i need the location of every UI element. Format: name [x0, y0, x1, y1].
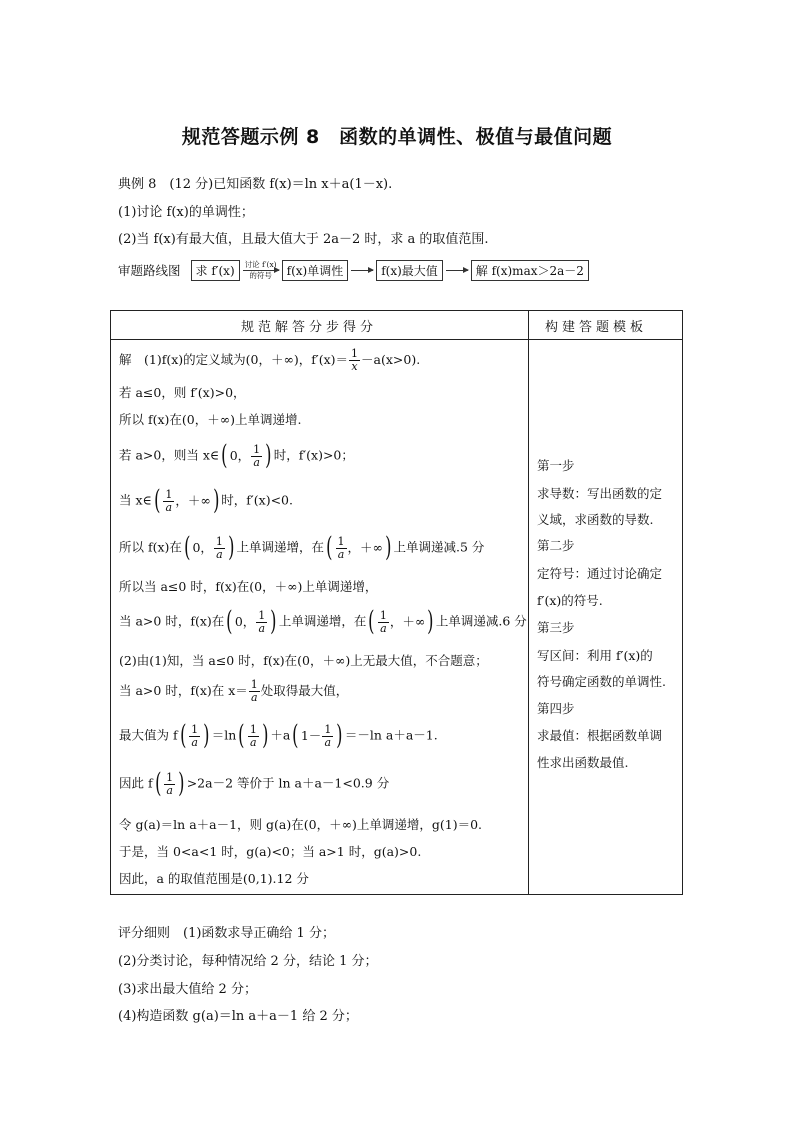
solution-line-11: [119, 721, 438, 751]
numerator: 1: [337, 534, 345, 548]
roadmap-step-2: f(x)单调性: [282, 260, 349, 281]
roadmap-arrow-3: [446, 269, 468, 272]
denominator: a: [165, 500, 173, 514]
text: 0，: [229, 448, 251, 463]
rating-rule-4: (4)构造函数 g(a)＝ln a＋a－1 给 2 分；: [118, 1009, 358, 1024]
arrow-icon: [243, 270, 279, 271]
template-step-4-line-2: 性求出函数最值.: [537, 755, 629, 770]
question-1: (1)讨论 f(x)的单调性；: [118, 205, 254, 220]
denominator: a: [216, 547, 223, 561]
text: 最大值为 f: [119, 727, 178, 743]
template-step-3-title: 第三步: [537, 620, 575, 635]
fraction: [378, 610, 389, 635]
numerator: 1: [258, 608, 266, 622]
fraction: [189, 724, 200, 749]
bracket: ( 1－ $\frac{1}{a}$ ): [292, 720, 343, 751]
denominator: a: [166, 783, 173, 797]
text: ＝－ln a＋a－1.: [344, 727, 438, 743]
arrow-top-text: 讨论 f′(x): [244, 259, 277, 269]
denominator: x: [351, 360, 358, 373]
interval: ( $\frac{1}{a}$ ，＋∞ ): [368, 606, 434, 637]
solution-line-3: 所以 f(x)在(0，＋∞)上单调递增.: [119, 412, 302, 427]
text: 0，: [234, 614, 256, 629]
numerator: 1: [166, 770, 174, 784]
fraction: [248, 724, 259, 749]
denominator: a: [250, 735, 257, 749]
header-solution: 规范解答分步得分: [241, 320, 378, 335]
text: ＝ln: [211, 727, 237, 743]
roadmap: [118, 258, 589, 282]
solution-line-6: [119, 533, 484, 563]
solution-line-10: [119, 679, 348, 704]
roadmap-step-4: 解 f(x)max＞2a－2: [471, 260, 589, 281]
solution-line-1: [119, 348, 420, 373]
problem-intro: 典例 8 (12 分)已知函数 f(x)＝ln x＋a(1－x).: [118, 177, 393, 192]
solution-line-15: 因此，a 的取值范围是(0,1).12 分: [119, 871, 309, 886]
interval: ( $\frac{1}{a}$ ，＋∞ ): [153, 485, 220, 516]
roadmap-arrow-2: [351, 269, 373, 272]
rating-rule-3: (3)求出最大值给 2 分；: [118, 982, 257, 997]
text: 上单调递减.5 分: [393, 539, 485, 555]
roadmap-step-1: 求 f′(x): [191, 260, 240, 281]
solution-line-5: [119, 486, 293, 516]
denominator: a: [324, 735, 332, 749]
template-step-1-title: 第一步: [537, 458, 575, 473]
arrow-icon: [351, 270, 373, 271]
header-template: 构建答题模板: [545, 320, 648, 335]
denominator: a: [337, 547, 345, 561]
text: 上单调递减.6 分: [435, 613, 527, 629]
text: 当 a>0 时，f(x)在 x＝: [119, 683, 248, 698]
numerator: 1: [324, 722, 332, 736]
template-step-3-line-2: 符号确定函数的单调性.: [537, 674, 666, 689]
arrow-bottom-text: 的符号: [249, 270, 272, 280]
bracket: ( $\frac{1}{a}$ ): [154, 768, 185, 799]
column-divider: [528, 311, 529, 894]
rating-rule-1: 评分细则 (1)函数求导正确给 1 分；: [118, 926, 335, 941]
denominator: a: [258, 621, 266, 635]
text: 当 x∈: [119, 492, 152, 508]
numerator: 1: [249, 722, 257, 736]
fraction: [249, 679, 260, 704]
fraction: [214, 536, 225, 561]
text: 0，: [192, 540, 213, 555]
interval: ( $\frac{1}{a}$ ，＋∞ ): [326, 532, 392, 563]
roadmap-label: 审题路线图: [118, 263, 181, 278]
fraction: [322, 724, 333, 749]
text: 上单调递增，在: [278, 613, 367, 629]
solution-line-12: [119, 769, 389, 799]
header-divider: [111, 339, 682, 340]
denominator: a: [251, 691, 258, 704]
denominator: a: [380, 621, 387, 635]
fraction: [163, 489, 174, 514]
numerator: 1: [379, 608, 387, 622]
solution-line-7: 所以当 a≤0 时，f(x)在(0，＋∞)上单调递增，: [119, 579, 378, 594]
text: 当 a>0 时，f(x)在: [119, 613, 225, 629]
text: 时，f′(x)<0.: [221, 492, 293, 508]
page-title: 规范答题示例 8 函数的单调性、极值与最值问题: [181, 126, 613, 148]
roadmap-arrow-1: [243, 261, 279, 280]
solution-line-2: 若 a≤0，则 f′(x)>0，: [119, 385, 246, 400]
interval: ( 0， $\frac{1}{a}$ ): [226, 606, 277, 637]
numerator: 1: [250, 678, 258, 691]
numerator: 1: [253, 442, 261, 456]
fraction: [336, 536, 347, 561]
bracket: ( $\frac{1}{a}$ ): [238, 720, 269, 751]
fraction: [349, 348, 360, 373]
solution-line-8: [119, 607, 527, 637]
solution-line-4: [119, 441, 354, 471]
template-step-4-line-1: 求最值：根据函数单调: [537, 728, 663, 743]
question-2: (2)当 f(x)有最大值，且最大值大于 2a－2 时，求 a 的取值范围.: [118, 232, 489, 247]
solution-table: [110, 310, 683, 895]
template-step-2-title: 第二步: [537, 538, 575, 553]
text: 时，f′(x)>0；: [273, 447, 354, 463]
fraction: [256, 610, 267, 635]
template-step-1-line-2: 义域，求函数的导数.: [537, 512, 654, 527]
denominator: a: [253, 455, 260, 469]
template-step-1-line-1: 求导数：写出函数的定: [537, 486, 663, 501]
text: 1－: [300, 728, 322, 743]
fraction: [164, 772, 175, 797]
text: ＋a: [270, 727, 291, 743]
text: >2a－2 等价于 ln a＋a－1<0.9 分: [186, 775, 390, 791]
fraction: [251, 444, 262, 469]
numerator: 1: [215, 534, 223, 548]
interval: ( 0， $\frac{1}{a}$ ): [221, 440, 272, 471]
denominator: a: [191, 735, 198, 749]
text: 处取得最大值，: [260, 683, 349, 698]
text: 所以 f(x)在: [119, 539, 182, 555]
roadmap-step-3: f(x)最大值: [376, 260, 443, 281]
text: －a(x>0).: [361, 352, 421, 367]
numerator: 1: [165, 487, 173, 501]
interval: ( 0， $\frac{1}{a}$ ): [184, 532, 235, 563]
arrow-icon: [446, 270, 468, 271]
template-step-2-line-1: 定符号：通过讨论确定: [537, 566, 663, 581]
text: 因此 f: [119, 775, 153, 791]
template-step-3-line-1: 写区间：利用 f′(x)的: [537, 648, 653, 663]
text: ，＋∞: [175, 493, 211, 508]
text: 解 (1)f(x)的定义域为(0，＋∞)，f′(x)＝: [119, 352, 349, 367]
solution-line-13: 令 g(a)＝ln a＋a－1，则 g(a)在(0，＋∞)上单调递增，g(1)＝0.: [119, 817, 482, 832]
solution-line-9: (2)由(1)知，当 a≤0 时，f(x)在(0，＋∞)上无最大值，不合题意；: [119, 653, 488, 668]
text: ，＋∞: [389, 614, 426, 629]
text: 上单调递增，在: [236, 539, 324, 555]
rating-rule-2: (2)分类讨论，每种情况给 2 分，结论 1 分；: [118, 954, 378, 969]
solution-line-14: 于是，当 0<a<1 时，g(a)<0；当 a>1 时，g(a)>0.: [119, 844, 422, 859]
text: ，＋∞: [347, 540, 383, 555]
text: 若 a>0，则当 x∈: [119, 447, 220, 463]
template-step-2-line-2: f′(x)的符号.: [537, 593, 603, 608]
bracket: ( $\frac{1}{a}$ ): [179, 720, 210, 751]
numerator: 1: [191, 722, 199, 736]
numerator: 1: [351, 347, 359, 360]
template-step-4-title: 第四步: [537, 701, 575, 716]
